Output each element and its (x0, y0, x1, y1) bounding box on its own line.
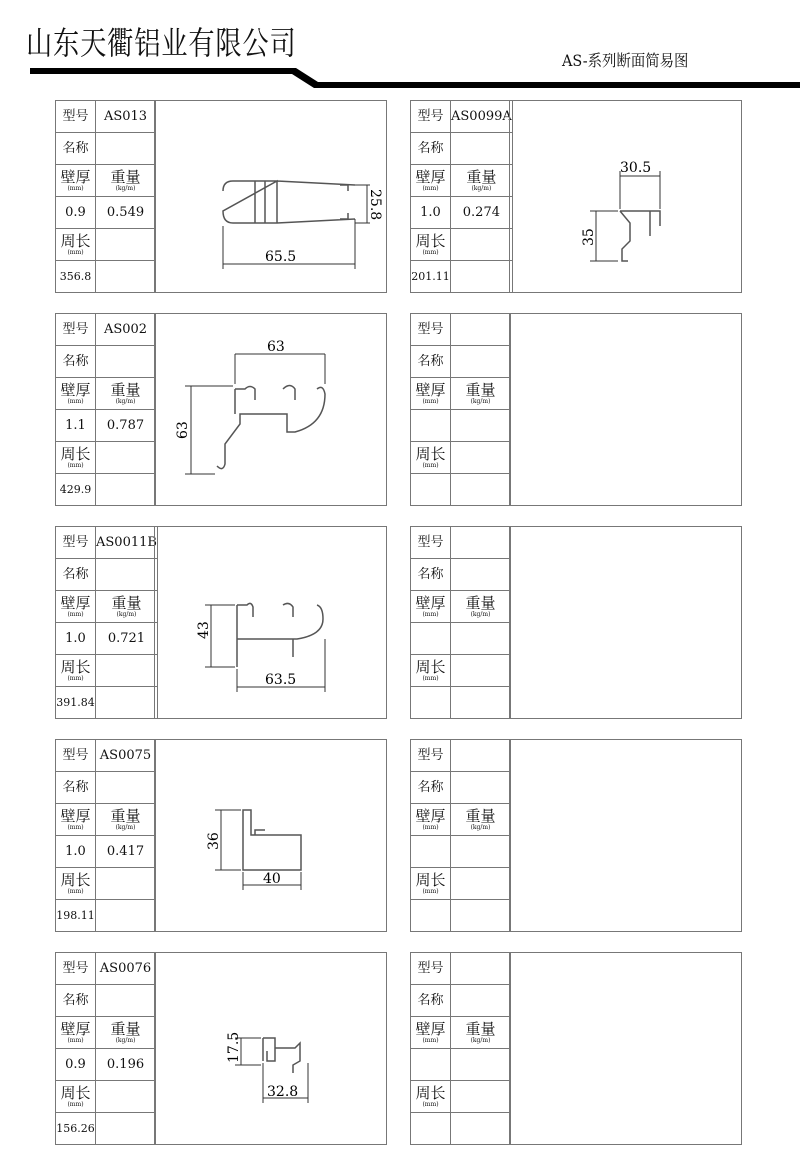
thickness-unit: (mm) (67, 823, 84, 831)
weight-label: 重量 (110, 380, 141, 399)
thickness-unit: (mm) (67, 610, 84, 618)
name-value (96, 346, 156, 378)
perimeter-unit: (mm) (67, 1100, 84, 1108)
weight-unit: (kg/m) (115, 397, 136, 405)
spec-table (411, 740, 511, 931)
thickness-value: 1.0 (56, 836, 96, 868)
name-value (96, 559, 158, 591)
model-label: 型号 (411, 953, 451, 985)
perimeter-label: 周长 (415, 657, 446, 676)
model-label: 型号 (56, 527, 96, 559)
profile-card (55, 313, 387, 506)
thickness-unit: (mm) (422, 1036, 439, 1044)
weight-unit: (kg/m) (470, 610, 491, 618)
dim-width: 63.5 (265, 672, 297, 688)
weight-label: 重量 (466, 167, 497, 186)
perimeter-value (411, 687, 451, 719)
dim-width: 40 (263, 871, 281, 887)
weight-label: 重量 (111, 593, 142, 612)
profile-card (410, 526, 742, 719)
name-value (96, 772, 156, 804)
thickness-label: 壁厚 (415, 806, 446, 825)
weight-value: 0.274 (451, 197, 513, 229)
name-value (451, 133, 513, 165)
dim-height: 35 (581, 228, 597, 246)
model-label: 型号 (411, 314, 451, 346)
dim-width: 63 (267, 339, 285, 355)
thickness-value (411, 1049, 451, 1081)
dim-width: 32.8 (267, 1084, 299, 1100)
profile-drawing (155, 740, 386, 931)
perimeter-value: 198.11 (56, 900, 96, 932)
page-subtitle: AS-系列断面简易图 (562, 51, 689, 70)
perimeter-unit: (mm) (67, 248, 84, 256)
spec-table (411, 527, 511, 718)
model-value: AS0011B (96, 527, 158, 559)
perimeter-label: 周长 (415, 1083, 446, 1102)
thickness-unit: (mm) (67, 397, 84, 405)
model-label: 型号 (411, 101, 451, 133)
thickness-value (411, 410, 451, 442)
profile-drawing (155, 314, 386, 505)
weight-label: 重量 (465, 593, 496, 612)
weight-unit: (kg/m) (116, 610, 137, 618)
name-label: 名称 (56, 559, 96, 591)
profile-drawing (155, 527, 386, 718)
name-label: 名称 (56, 772, 96, 804)
dim-width: 30.5 (620, 160, 652, 176)
spec-table (411, 953, 511, 1144)
weight-value: 0.417 (96, 836, 156, 868)
perimeter-unit: (mm) (422, 461, 439, 469)
profile-card (410, 739, 742, 932)
model-label: 型号 (56, 953, 96, 985)
name-value (96, 133, 156, 165)
model-value (451, 953, 511, 985)
name-label: 名称 (411, 346, 451, 378)
dim-height: 25.8 (367, 189, 383, 221)
profile-drawing (510, 314, 741, 505)
weight-unit: (kg/m) (470, 1036, 491, 1044)
profile-drawing (155, 953, 386, 1144)
spec-table (56, 101, 156, 292)
perimeter-unit: (mm) (67, 461, 84, 469)
name-label: 名称 (56, 133, 96, 165)
thickness-value: 1.0 (411, 197, 451, 229)
perimeter-label: 周长 (60, 1083, 91, 1102)
weight-label: 重量 (110, 167, 141, 186)
perimeter-unit: (mm) (422, 248, 439, 256)
thickness-label: 壁厚 (415, 167, 446, 186)
thickness-value: 0.9 (56, 197, 96, 229)
weight-label: 重量 (465, 1019, 496, 1038)
profile-card (55, 739, 387, 932)
spec-table (56, 953, 156, 1144)
perimeter-label: 周长 (60, 657, 91, 676)
weight-value (451, 623, 511, 655)
dim-width: 65.5 (265, 249, 297, 265)
name-label: 名称 (56, 985, 96, 1017)
spec-table (411, 314, 511, 505)
profile-card (55, 526, 387, 719)
spec-table (411, 101, 513, 292)
model-value (451, 740, 511, 772)
thickness-label: 壁厚 (60, 380, 91, 399)
perimeter-value: 391.84 (56, 687, 96, 719)
weight-unit: (kg/m) (115, 823, 136, 831)
thickness-label: 壁厚 (415, 380, 446, 399)
perimeter-value: 356.8 (56, 261, 96, 293)
spec-table (56, 527, 158, 718)
weight-unit: (kg/m) (470, 397, 491, 405)
profile-drawing (155, 101, 386, 292)
model-value: AS0076 (96, 953, 156, 985)
perimeter-value (411, 474, 451, 506)
spec-table (56, 314, 156, 505)
weight-unit: (kg/m) (471, 184, 492, 192)
perimeter-unit: (mm) (422, 887, 439, 895)
thickness-label: 壁厚 (60, 1019, 91, 1038)
perimeter-value: 201.11 (411, 261, 451, 293)
weight-value: 0.721 (96, 623, 158, 655)
dim-height: 17.5 (226, 1031, 242, 1063)
name-value (451, 985, 511, 1017)
perimeter-value (411, 1113, 451, 1145)
thickness-value: 1.1 (56, 410, 96, 442)
thickness-unit: (mm) (422, 823, 439, 831)
model-value (451, 527, 511, 559)
thickness-value: 1.0 (56, 623, 96, 655)
perimeter-unit: (mm) (422, 1100, 439, 1108)
model-label: 型号 (411, 740, 451, 772)
thickness-unit: (mm) (422, 610, 439, 618)
profile-drawing (510, 953, 741, 1144)
dim-height: 36 (206, 832, 222, 850)
perimeter-unit: (mm) (422, 674, 439, 682)
weight-label: 重量 (110, 806, 141, 825)
profile-card (410, 313, 742, 506)
name-label: 名称 (411, 772, 451, 804)
weight-value (451, 410, 511, 442)
profile-card (55, 952, 387, 1145)
weight-value: 0.549 (96, 197, 156, 229)
thickness-label: 壁厚 (415, 593, 446, 612)
perimeter-label: 周长 (415, 870, 446, 889)
weight-label: 重量 (110, 1019, 141, 1038)
thickness-unit: (mm) (67, 1036, 84, 1044)
weight-label: 重量 (465, 806, 496, 825)
thickness-unit: (mm) (67, 184, 84, 192)
profile-card (55, 100, 387, 293)
perimeter-value: 429.9 (56, 474, 96, 506)
model-label: 型号 (56, 740, 96, 772)
perimeter-value: 156.26 (56, 1113, 96, 1145)
company-name: 山东天衢铝业有限公司 (26, 24, 297, 62)
name-value (451, 559, 511, 591)
name-value (451, 772, 511, 804)
thickness-value: 0.9 (56, 1049, 96, 1081)
profile-card (410, 100, 742, 293)
model-value: AS0075 (96, 740, 156, 772)
weight-unit: (kg/m) (115, 184, 136, 192)
thickness-label: 壁厚 (60, 167, 91, 186)
perimeter-label: 周长 (60, 870, 91, 889)
weight-value (451, 836, 511, 868)
perimeter-label: 周长 (60, 444, 91, 463)
perimeter-label: 周长 (415, 444, 446, 463)
profile-card (410, 952, 742, 1145)
model-value: AS0099A (451, 101, 513, 133)
name-label: 名称 (411, 559, 451, 591)
weight-label: 重量 (465, 380, 496, 399)
dim-height: 63 (175, 421, 191, 439)
model-value: AS013 (96, 101, 156, 133)
spec-table (56, 740, 156, 931)
perimeter-unit: (mm) (67, 674, 84, 682)
weight-value (451, 1049, 511, 1081)
thickness-label: 壁厚 (60, 593, 91, 612)
perimeter-unit: (mm) (67, 887, 84, 895)
thickness-value (411, 836, 451, 868)
weight-value: 0.196 (96, 1049, 156, 1081)
thickness-label: 壁厚 (415, 1019, 446, 1038)
profile-drawing (510, 527, 741, 718)
weight-unit: (kg/m) (470, 823, 491, 831)
thickness-unit: (mm) (422, 184, 439, 192)
dim-height: 43 (196, 621, 212, 639)
model-label: 型号 (56, 314, 96, 346)
thickness-unit: (mm) (422, 397, 439, 405)
model-label: 型号 (56, 101, 96, 133)
name-label: 名称 (411, 985, 451, 1017)
weight-value: 0.787 (96, 410, 156, 442)
profile-drawing (510, 101, 741, 292)
model-label: 型号 (411, 527, 451, 559)
perimeter-value (411, 900, 451, 932)
thickness-value (411, 623, 451, 655)
thickness-label: 壁厚 (60, 806, 91, 825)
model-value (451, 314, 511, 346)
model-value: AS002 (96, 314, 156, 346)
name-label: 名称 (56, 346, 96, 378)
name-value (96, 985, 156, 1017)
perimeter-label: 周长 (415, 231, 446, 250)
name-label: 名称 (411, 133, 451, 165)
weight-unit: (kg/m) (115, 1036, 136, 1044)
name-value (451, 346, 511, 378)
profile-drawing (510, 740, 741, 931)
perimeter-label: 周长 (60, 231, 91, 250)
header-rule (0, 60, 800, 90)
